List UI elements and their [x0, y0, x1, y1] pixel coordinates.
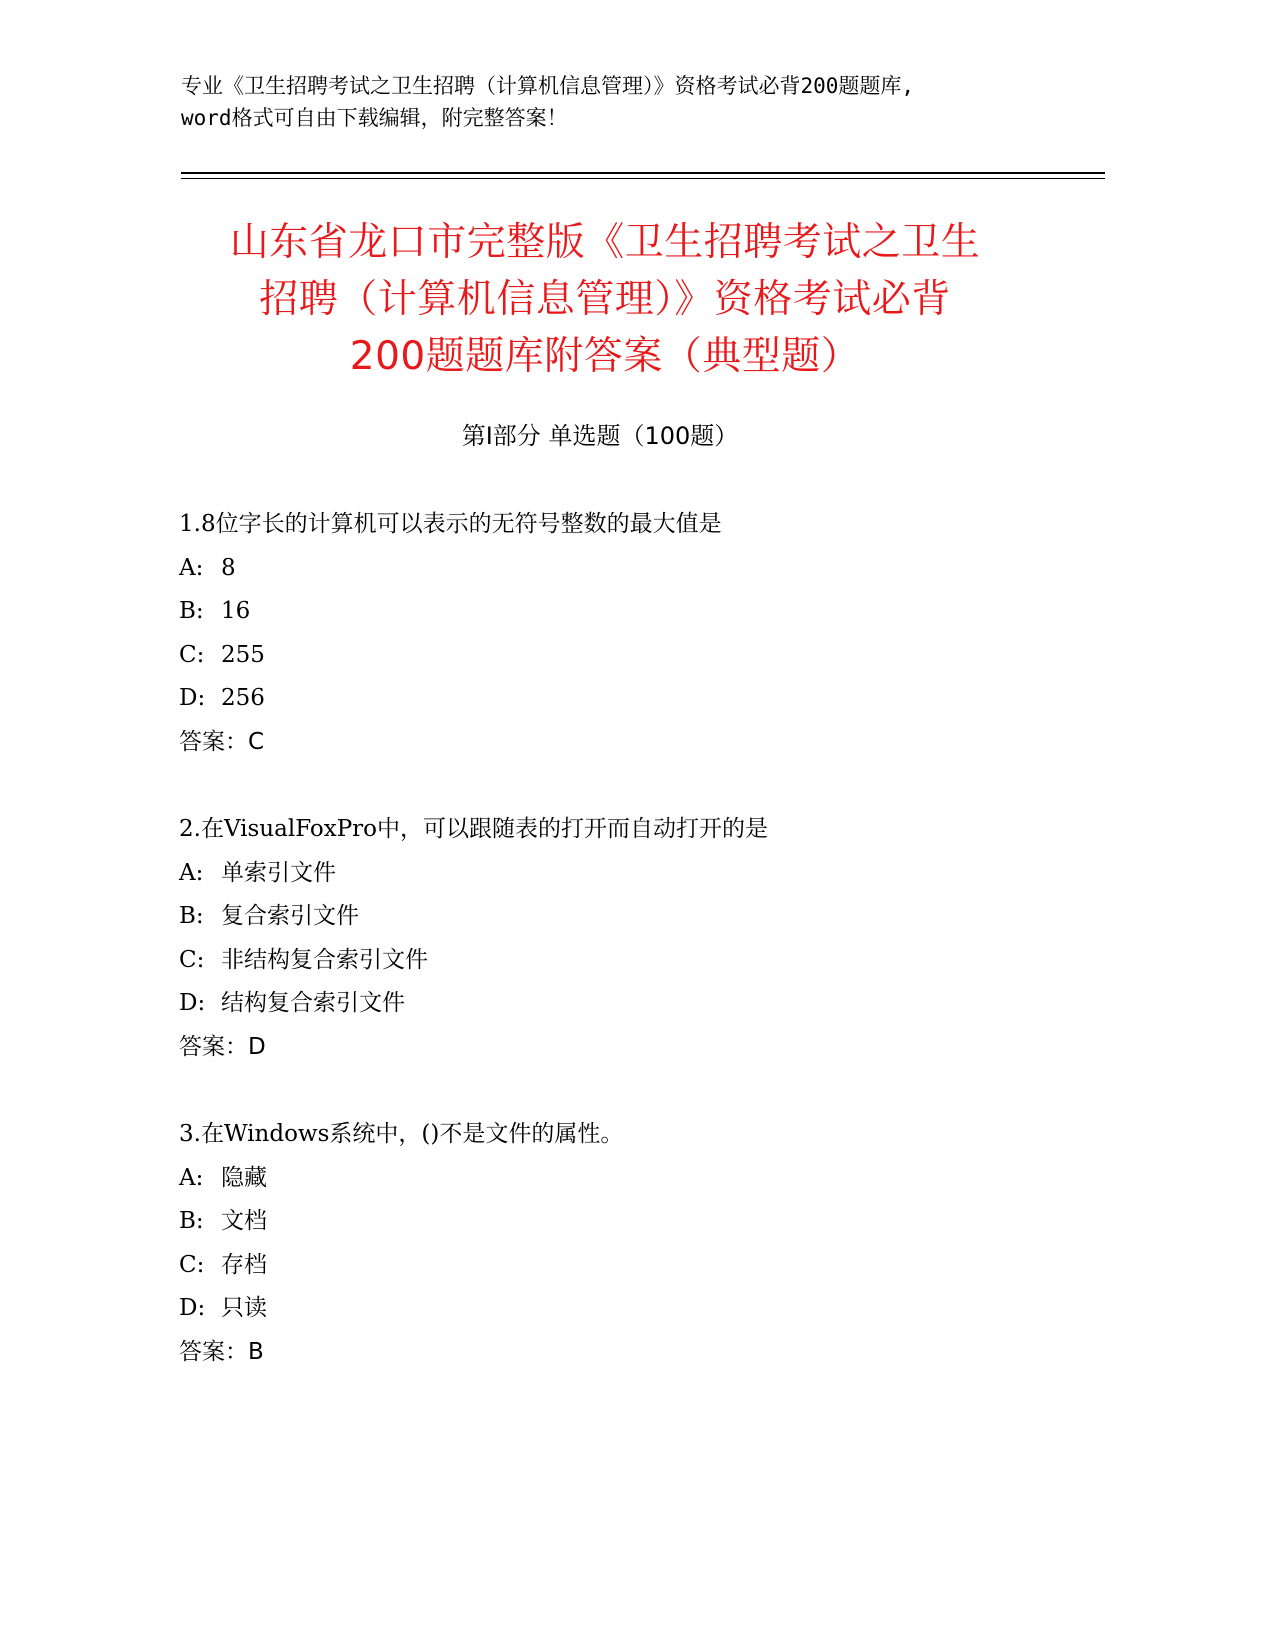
option-b	[179, 590, 1139, 634]
option-text: 文档	[221, 1208, 267, 1234]
question-stem: 2.在VisualFoxPro中，可以跟随表的打开而自动打开的是	[179, 816, 769, 842]
option-key: A:	[179, 859, 204, 886]
option-text: 256	[221, 685, 265, 711]
question-stem: 3.在Windows系统中，()不是文件的属性。	[179, 1121, 624, 1147]
option-a	[179, 547, 1139, 591]
option-text: 255	[221, 641, 265, 668]
option-text: 非结构复合索引文件	[221, 946, 428, 973]
answer: 答案：C	[179, 728, 265, 755]
header-note	[181, 70, 1081, 134]
question-2	[179, 808, 1139, 1069]
option-a	[179, 1157, 1139, 1201]
option-key: A:	[179, 554, 204, 581]
option-key: C:	[179, 1251, 205, 1278]
option-text: 单索引文件	[221, 859, 336, 886]
option-d	[179, 982, 1139, 1026]
question-stem: 1.8位字长的计算机可以表示的无符号整数的最大值是	[179, 511, 722, 537]
header-note-line-1: 专业《卫生招聘考试之卫生招聘（计算机信息管理）》资格考试必背200题题库,	[181, 74, 915, 98]
option-key: B:	[179, 598, 204, 624]
option-key: D:	[179, 685, 206, 711]
question-1	[179, 503, 1139, 764]
option-c	[179, 939, 1139, 983]
option-d	[179, 1287, 1139, 1331]
option-text: 结构复合索引文件	[221, 990, 405, 1016]
document-title	[150, 214, 1060, 385]
option-text: 存档	[221, 1251, 267, 1278]
option-c	[179, 634, 1139, 678]
option-text: 隐藏	[221, 1164, 267, 1191]
question-3	[179, 1113, 1139, 1374]
option-key: B:	[179, 1208, 204, 1234]
option-c	[179, 1244, 1139, 1288]
option-b	[179, 1200, 1139, 1244]
header-divider-thick	[181, 172, 1105, 174]
option-d	[179, 677, 1139, 721]
title-line-3: 200题题库附答案（典型题）	[349, 334, 861, 379]
option-text: 复合索引文件	[221, 903, 359, 929]
option-text: 只读	[221, 1295, 267, 1321]
option-key: D:	[179, 1295, 206, 1321]
title-line-1: 山东省龙口市完整版《卫生招聘考试之卫生	[229, 220, 981, 265]
option-key: D:	[179, 990, 206, 1016]
option-text: 16	[221, 598, 251, 624]
option-text: 8	[221, 554, 236, 581]
option-b	[179, 895, 1139, 939]
title-line-2: 招聘（计算机信息管理）》资格考试必背	[259, 277, 951, 322]
option-key: B:	[179, 903, 204, 929]
option-key: C:	[179, 641, 205, 668]
answer: 答案：D	[179, 1033, 266, 1060]
section-title: 第Ⅰ部分 单选题（100题）	[461, 422, 739, 450]
option-key: C:	[179, 946, 205, 973]
answer: 答案：B	[179, 1338, 264, 1365]
option-a	[179, 852, 1139, 896]
option-key: A:	[179, 1164, 204, 1191]
header-divider-thin	[181, 178, 1105, 179]
header-note-line-2: word格式可自由下载编辑，附完整答案！	[181, 106, 568, 130]
